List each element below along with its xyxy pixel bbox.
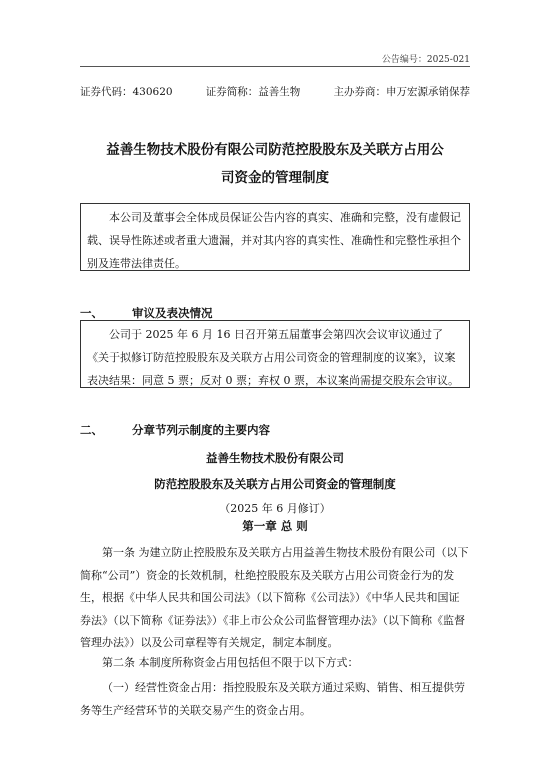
section1-number: 一、 (80, 306, 103, 320)
rules-revision: （2025 年 6 月修订） (219, 502, 331, 515)
section1-title: 审议及表决情况 (132, 306, 213, 320)
security-code: 证券代码：430620 (80, 86, 173, 98)
announcement-number: 公告编号：2025-021 (381, 55, 470, 65)
header-rule (80, 66, 470, 67)
section2-title: 分章节列示制度的主要内容 (132, 423, 270, 437)
board-statement-box: 本公司及董事会全体成员保证公告内容的真实、准确和完整，没有虚假记载、误导性陈述或者重大遗漏，并对其内容的真实性、准确性和完整性承担个别及连带法律责任。 (80, 203, 470, 271)
security-info-line (80, 84, 470, 99)
chapter1-heading: 第一章 总 则 (242, 519, 308, 533)
rules-company-name: 益善生物技术股份有限公司 (206, 451, 344, 465)
article1: 第一条 为建立防止控股股东及关联方占用益善生物技术股份有限公司（以下简称“公司”）资金的长效机制，杜绝控股股东及关联方占用公司资金行为的发生，根据《中华人民共和国公司法》（以下简称《公司法》）《中华人民共和国证券法》（以下简称《证券法》）《非上市公众公司监督管理办法》（以下简称《监督管理办法》）以及公司章程等有关规定，制定本制度。 (80, 546, 469, 649)
document-title-line2: 司资金的管理制度 (221, 170, 329, 186)
document-title-line1: 益善生物技术股份有限公司防范控股股东及关联方占用公 (106, 142, 444, 158)
section2-heading (80, 422, 270, 438)
section1-content-box: 公司于 2025 年 6 月 16 日召开第五届董事会第四次会议审议通过了《关于拟修订防范控股股东及关联方占用公司资金的管理制度的议案》，议案表决结果：同意 5 票；反对 0 票；弃权 0 票，本议案尚需提交股东会审议。 (80, 320, 470, 388)
section1-heading (80, 305, 213, 321)
article2: 第二条 本制度所称资金占用包括但不限于以下方式： (102, 656, 359, 669)
article2-item1: （一）经营性资金占用：指控股股东及关联方通过采购、销售、相互提供劳务等生产经营环节的关联交易产生的资金占用。 (80, 681, 465, 717)
security-name: 证券简称：益善生物 (205, 86, 301, 98)
sponsor-broker: 主办券商：申万宏源承销保荐 (333, 86, 470, 98)
section2-number: 二、 (80, 423, 103, 437)
rules-name: 防范控股股东及关联方占用公司资金的管理制度 (154, 477, 396, 491)
